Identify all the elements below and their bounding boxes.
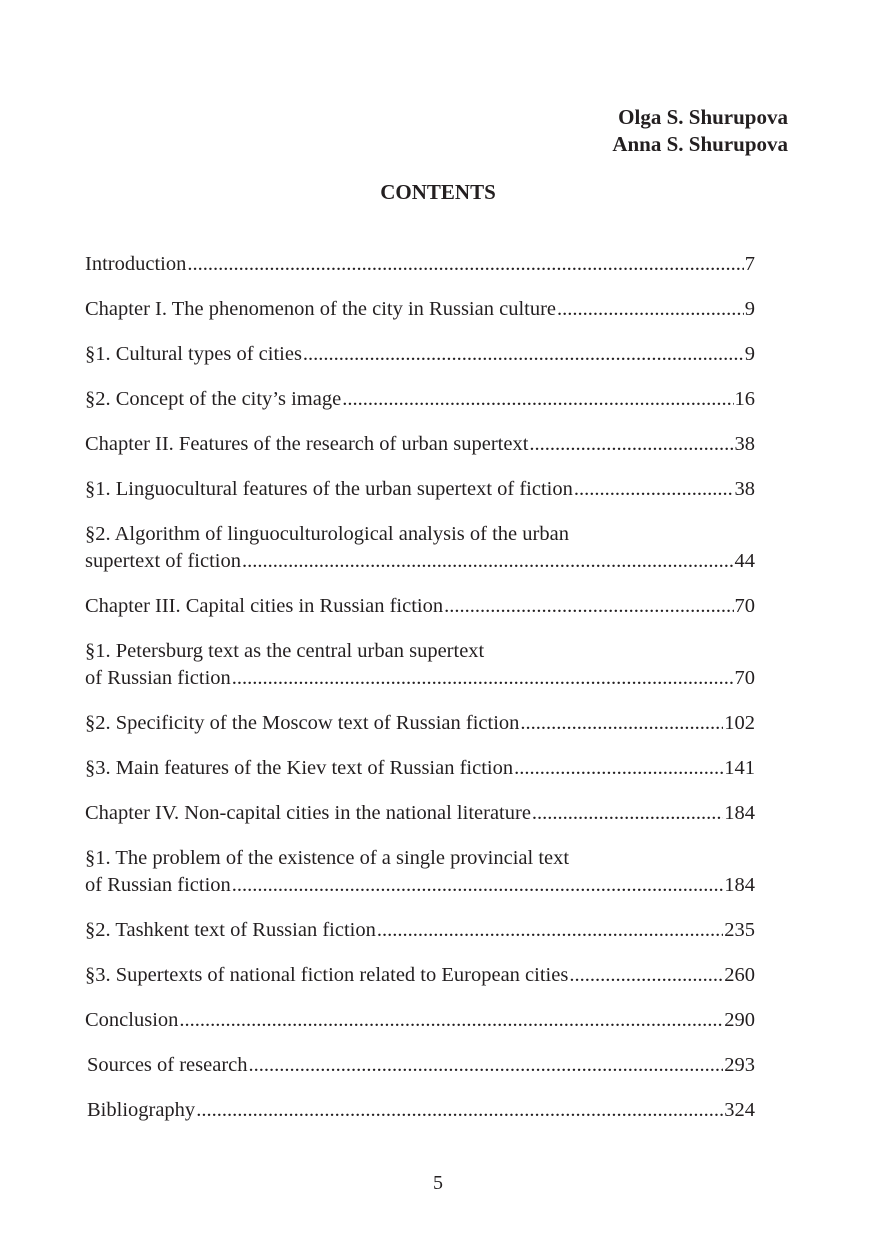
dot-leader xyxy=(342,386,733,413)
toc-entry-title: §1. The problem of the existence of a single provincial text xyxy=(85,847,570,869)
toc-entry xyxy=(85,1097,755,1124)
dot-leader xyxy=(249,1052,724,1079)
toc-entry xyxy=(85,296,755,323)
toc-entry-title: Sources of research xyxy=(87,1054,248,1076)
dot-leader xyxy=(303,341,744,368)
toc-entry-page: 290 xyxy=(724,1009,755,1031)
toc-entry-title: §2. Tashkent text of Russian fiction xyxy=(85,919,376,941)
toc-entry-page: 9 xyxy=(744,298,755,320)
toc-entry-title: Conclusion xyxy=(85,1009,179,1031)
toc-entry-page: 38 xyxy=(734,478,755,500)
toc-entry-title: §1. Cultural types of cities xyxy=(85,343,302,365)
toc-entry-title: §1. Petersburg text as the central urban supertext xyxy=(85,640,485,662)
toc-entry-page: 102 xyxy=(724,712,755,734)
toc-entry-title: §2. Concept of the city’s image xyxy=(85,388,342,410)
toc-entry xyxy=(85,386,755,413)
toc-entry xyxy=(85,800,755,827)
toc-entry xyxy=(85,251,755,278)
toc-entry xyxy=(85,962,755,989)
dot-leader xyxy=(532,800,723,827)
dot-leader xyxy=(444,593,733,620)
toc-entry-page: 324 xyxy=(724,1099,755,1121)
toc-entry-page: 70 xyxy=(734,667,755,689)
toc-entry-title: §3. Main features of the Kiev text of Russian fiction xyxy=(85,757,514,779)
toc-entry-title-continued: of Russian fiction xyxy=(85,667,231,689)
toc-entry-title: §1. Linguocultural features of the urban supertext of fiction xyxy=(85,478,573,500)
dot-leader xyxy=(232,872,723,899)
toc-entry-title: Chapter II. Features of the research of urban supertext xyxy=(85,433,529,455)
toc-entry-page: 16 xyxy=(734,388,755,410)
author-name: Anna S. Shurupova xyxy=(612,132,788,156)
toc-entry-page: 7 xyxy=(744,253,755,275)
toc-entry-page: 293 xyxy=(724,1054,755,1076)
toc-entry-title-continued: of Russian fiction xyxy=(85,874,231,896)
authors-block xyxy=(612,104,788,158)
dot-leader xyxy=(569,962,723,989)
toc-entry xyxy=(85,917,755,944)
dot-leader xyxy=(187,251,743,278)
page-number: 5 xyxy=(433,1172,443,1194)
toc-entry-page: 141 xyxy=(724,757,755,779)
toc-entry xyxy=(85,710,755,737)
toc-entry xyxy=(85,341,755,368)
dot-leader xyxy=(514,755,723,782)
toc-entry-page: 184 xyxy=(724,874,755,896)
toc-entry-title: Chapter I. The phenomenon of the city in Russian culture xyxy=(85,298,557,320)
toc-entry-page: 235 xyxy=(724,919,755,941)
toc-entry-page: 9 xyxy=(744,343,755,365)
dot-leader xyxy=(377,917,723,944)
toc-entry-page: 44 xyxy=(734,550,755,572)
toc-entry-title: §3. Supertexts of national fiction related to European cities xyxy=(85,964,569,986)
toc-entry-page: 260 xyxy=(724,964,755,986)
dot-leader xyxy=(232,665,734,692)
toc-entry xyxy=(85,638,755,692)
dot-leader xyxy=(574,476,734,503)
author-name: Olga S. Shurupova xyxy=(618,105,788,129)
toc-entry-title: Bibliography xyxy=(87,1099,196,1121)
toc-entry-title-continued: supertext of fiction xyxy=(85,550,241,572)
toc-entry-title: §2. Specificity of the Moscow text of Russian fiction xyxy=(85,712,520,734)
dot-leader xyxy=(520,710,723,737)
dot-leader xyxy=(242,548,734,575)
toc-entry-page: 184 xyxy=(724,802,755,824)
table-of-contents xyxy=(85,251,755,1142)
toc-entry-page: 38 xyxy=(734,433,755,455)
toc-entry xyxy=(85,845,755,899)
toc-entry xyxy=(85,431,755,458)
toc-entry-title: §2. Algorithm of linguoculturological analysis of the urban xyxy=(85,523,569,545)
toc-entry xyxy=(85,1007,755,1034)
toc-entry xyxy=(85,593,755,620)
dot-leader xyxy=(179,1007,723,1034)
toc-entry xyxy=(85,476,755,503)
toc-entry-title: Introduction xyxy=(85,253,187,275)
toc-entry xyxy=(85,521,755,575)
dot-leader xyxy=(529,431,733,458)
page-title: CONTENTS xyxy=(380,180,496,204)
toc-entry-title: Chapter IV. Non-capital cities in the national literature xyxy=(85,802,531,824)
toc-entry-page: 70 xyxy=(734,595,755,617)
toc-entry xyxy=(85,1052,755,1079)
toc-entry-title: Chapter III. Capital cities in Russian fiction xyxy=(85,595,444,617)
toc-entry xyxy=(85,755,755,782)
dot-leader xyxy=(557,296,744,323)
dot-leader xyxy=(196,1097,723,1124)
